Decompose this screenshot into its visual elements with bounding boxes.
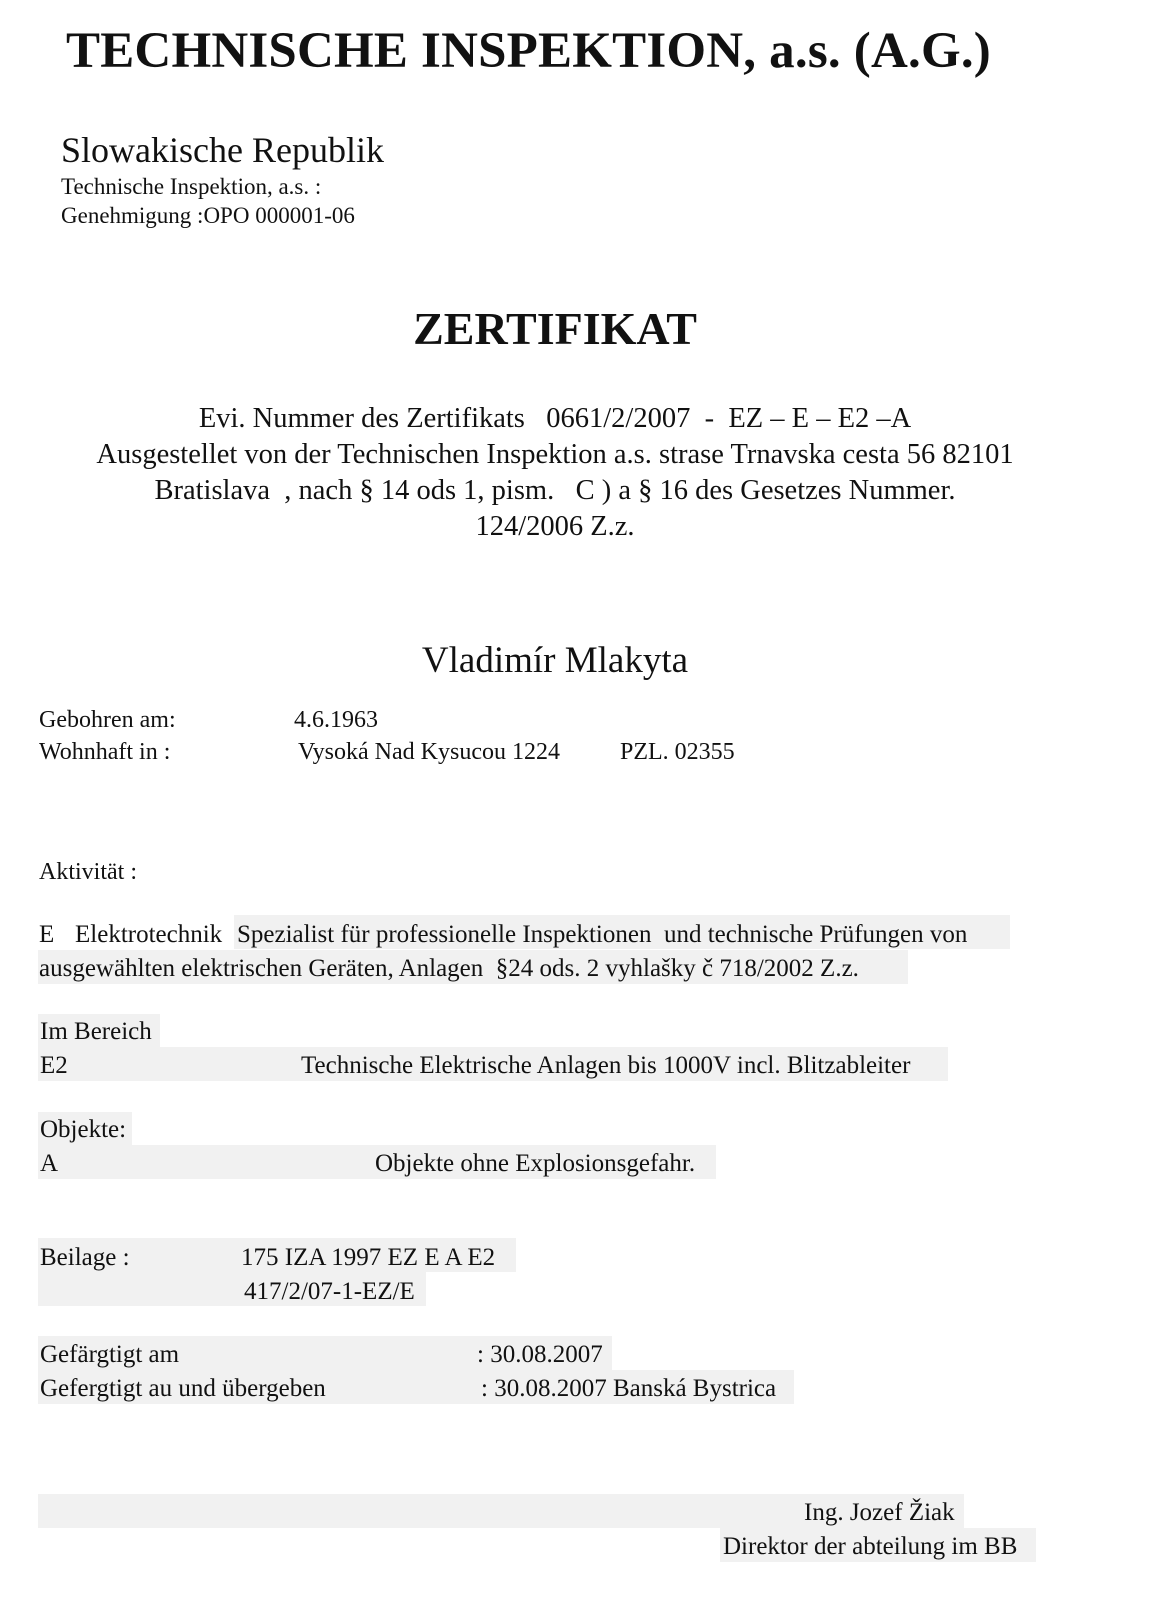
country-name: Slowakische Republik: [61, 130, 384, 170]
scope-description: Technische Elektrische Anlagen bis 1000V incl. Blitzableiter: [301, 1052, 911, 1079]
holder-name: Vladimír Mlakyta: [421, 640, 689, 681]
born-label: Gebohren am:: [39, 707, 176, 733]
activity-code: E: [39, 921, 55, 948]
attachment-label: Beilage :: [40, 1244, 130, 1271]
signatory-name: Ing. Jozef Žiak: [804, 1499, 955, 1526]
made-on-label: Gefärgtigt am: [40, 1341, 180, 1368]
handed-over-value: : 30.08.2007 Banská Bystrica: [481, 1375, 777, 1402]
certificate-number-line: Evi. Nummer des Zertifikats 0661/2/2007 - EZ – E – E2 –A: [198, 403, 912, 434]
postal-code: PZL. 02355: [620, 739, 735, 765]
activity-description-line-2: ausgewählten elektrischen Geräten, Anlagen §24 ods. 2 vyhlašky č 718/2002 Z.z.: [39, 955, 859, 982]
activity-description-line-1: Spezialist für professionelle Inspektionen und technische Prüfungen von: [237, 921, 968, 948]
handed-over-label: Gefergtigt au und übergeben: [40, 1375, 326, 1402]
attachment-line-2: 417/2/07-1-EZ/E: [244, 1278, 415, 1305]
scope-code: E2: [40, 1052, 68, 1079]
law-number-line: 124/2006 Z.z.: [475, 511, 635, 542]
scope-label: Im Bereich: [40, 1018, 152, 1045]
born-value: 4.6.1963: [294, 707, 378, 733]
residence-label: Wohnhaft in :: [39, 739, 171, 765]
attachment-line-1: 175 IZA 1997 EZ E A E2: [241, 1244, 496, 1271]
issued-by-line: Ausgestellet von der Technischen Inspektion a.s. strase Trnavska cesta 56 82101: [96, 439, 1014, 470]
activity-field: Elektrotechnik: [75, 921, 223, 948]
objects-code: A: [40, 1150, 59, 1177]
certificate-title: ZERTIFIKAT: [413, 303, 697, 354]
objects-description: Objekte ohne Explosionsgefahr.: [375, 1150, 696, 1177]
issuer-line: Technische Inspektion, a.s. :: [61, 174, 322, 199]
residence-value: Vysoká Nad Kysucou 1224: [298, 739, 560, 765]
signatory-role: Direktor der abteilung im BB: [723, 1533, 1018, 1560]
organization-title: TECHNISCHE INSPEKTION, a.s. (A.G.): [66, 23, 991, 79]
made-on-value: : 30.08.2007: [477, 1341, 603, 1368]
legal-basis-line: Bratislava , nach § 14 ods 1, pism. C ) a § 16 des Gesetzes Nummer.: [154, 475, 956, 506]
objects-label: Objekte:: [40, 1116, 127, 1143]
approval-line: Genehmigung :OPO 000001-06: [61, 203, 355, 228]
activity-label: Aktivität :: [39, 859, 137, 885]
